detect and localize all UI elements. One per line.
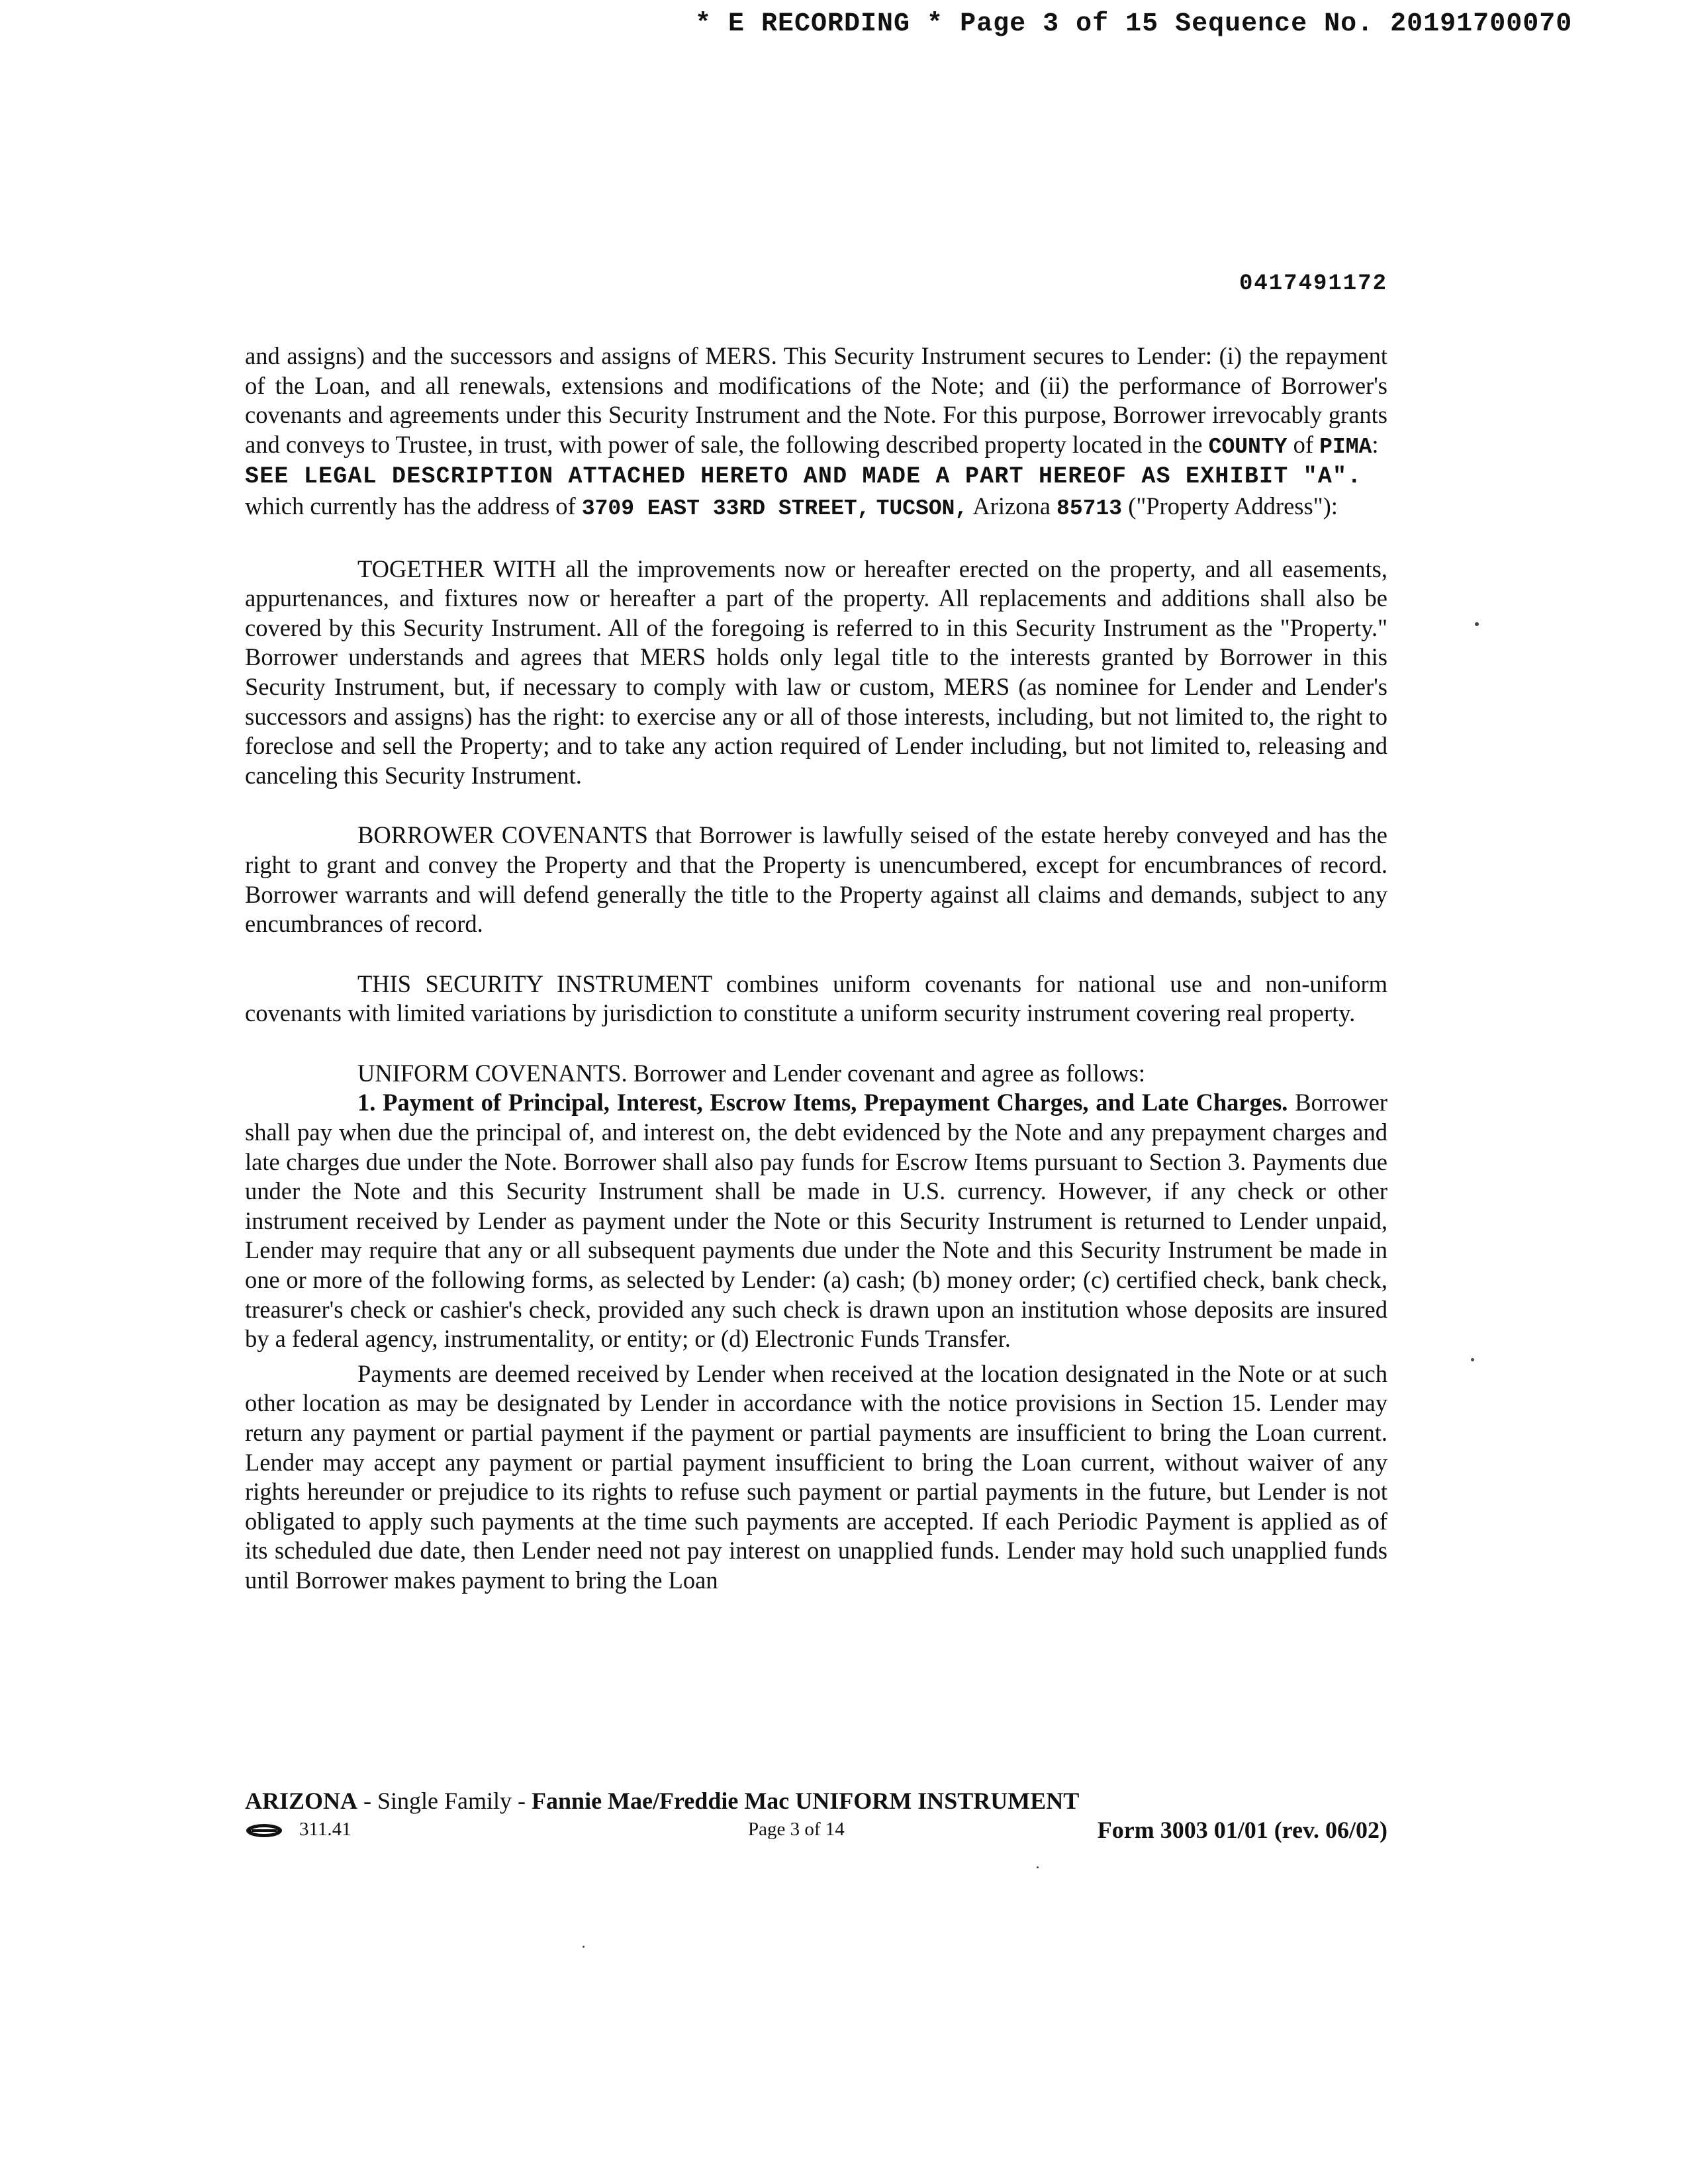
footer-type: Single Family [377, 1788, 512, 1814]
footer-meta [245, 1816, 1387, 1849]
scan-speck [1471, 1358, 1474, 1361]
spacer [245, 939, 1387, 970]
recording-header: * E RECORDING * Page 3 of 15 Sequence No. 20191700070 [695, 9, 1573, 39]
paragraph-uniform-covenants: UNIFORM COVENANTS. Borrower and Lender covenant and agree as follows: [357, 1059, 1146, 1087]
section-1-body: Borrower shall pay when due the principal of, and interest on, the debt evidenced by the Note and any prepayment charges and late charges due under the Note. Borrower shall also pay funds for Escrow Items pursuant to Section 3. Payments due under the Note and this Security Instrument shall be made in U.S. currency. However, if any check or other instrument received by Lender as payment under the Note or this Security Instrument is returned to Lender unpaid, Lender may require that any or all subsequent payments due under the Note and this Security Instrument be made in one or more of the following forms, as selected by Lender: (a) cash; (b) money order; (c) certified check, bank check, treasurer's check or cashier's check, provided any such check is drawn upon an institution whose deposits are insured by a federal agency, instrumentality, or entity; or (d) Electronic Funds Transfer. [245, 1089, 1388, 1353]
paragraph-payments-received: Payments are deemed received by Lender when received at the location designated in the Note or at such other location as may be designated by Lender in accordance with the notice provisions in Section 15. Lender may return any payment or partial payment if the payment or partial payments are insufficient to bring the Loan current. Lender may accept any payment or partial payment insufficient to bring the Loan current, without waiver of any rights hereunder or prejudice to its rights to refuse such payment or partial payments in the future, but Lender is not obligated to apply such payments at the time such payments are accepted. If each Periodic Payment is applied as of its scheduled due date, then Lender need not pay interest on unapplied funds. Lender may hold such unapplied funds until Borrower makes payment to bring the Loan [245, 1359, 1387, 1594]
street-address: 3709 EAST 33RD STREET, [581, 496, 870, 521]
address-suffix: ("Property Address"): [1128, 492, 1338, 520]
footer-agency: Fannie Mae/Freddie Mac [532, 1788, 790, 1814]
spacer [245, 790, 1387, 821]
county-name: PIMA [1319, 434, 1372, 459]
footer-title: ARIZONA - Single Family - Fannie Mae/Freddie Mac UNIFORM INSTRUMENT [245, 1788, 1080, 1814]
state: Arizona [972, 492, 1051, 520]
scan-speck [1475, 622, 1479, 626]
paragraph-borrower-covenants: BORROWER COVENANTS that Borrower is lawfully seised of the estate hereby conveyed and has the right to grant and convey the Property and that the Property is unencumbered, except for encumbrances of record. Borrower warrants and will defend generally the title to the Property against all claims and demands, subject to any encumbrances of record. [245, 821, 1387, 938]
scan-speck [1037, 1866, 1039, 1868]
address-prefix: which currently has the address of [245, 492, 576, 520]
spacer [245, 1028, 1387, 1059]
section-1-title: 1. Payment of Principal, Interest, Escrow Items, Prepayment Charges, and Late Charges. [357, 1089, 1288, 1116]
zip-code: 85713 [1056, 496, 1123, 521]
vmp-logo-icon [245, 1823, 283, 1839]
page-number: Page 3 of 14 [748, 1819, 845, 1840]
county-label: COUNTY [1208, 434, 1288, 459]
property-address-line [245, 492, 1387, 524]
paragraph-security-instrument: THIS SECURITY INSTRUMENT combines uniform covenants for national use and non-uniform covenants with limited variations by jurisdiction to constitute a uniform security instrument covering real property. [245, 970, 1387, 1027]
county-of: of [1293, 430, 1313, 458]
footer-state: ARIZONA [245, 1788, 358, 1814]
paragraph-mers: and assigns) and the successors and assigns of MERS. This Security Instrument secures to Lender: (i) the repayment of the Loan, and all renewals, extensions and modifications of the Note; and (ii) the performance of Borrower's covenants and agreements under this Security Instrument and the Note. For this purpose, Borrower irrevocably grants and conveys to Trustee, in trust, with power of sale, the following described property located in the COUNTY of PIMA: [245, 342, 1387, 459]
city: TUCSON, [876, 496, 968, 521]
paragraph-together-with: TOGETHER WITH all the improvements now or hereafter erected on the property, and all easements, appurtenances, and fixtures now or hereafter a part of the property. All replacements and additions shall also be covered by this Security Instrument. All of the foregoing is referred to in this Security Instrument as the "Property." Borrower understands and agrees that MERS holds only legal title to the interests granted by Borrower in this Security Instrument, but, if necessary to comply with law or custom, MERS (as nominee for Lender and Lender's successors and assigns) has the right: to exercise any or all of those interests, including, but not limited to, the right to foreclose and sell the Property; and to take any action required of Lender including, but not limited to, releasing and canceling this Security Instrument. [245, 555, 1387, 789]
loan-number: 0417491172 [1239, 271, 1387, 296]
scan-speck [583, 1946, 585, 1948]
paragraph-mers-text: and assigns) and the successors and assigns of MERS. This Security Instrument secures to Lender: (i) the repayment of the Loan, and all renewals, extensions and modifications of the Note; and (ii) the performance of Borrower's covenants and agreements under this Security Instrument and the Note. For this purpose, Borrower irrevocably grants and conveys to Trustee, in trust, with power of sale, the following described property located in the [245, 342, 1387, 458]
document-body [245, 341, 1387, 1596]
exhibit-reference: SEE LEGAL DESCRIPTION ATTACHED HERETO AND MADE A PART HEREOF AS EXHIBIT "A". [245, 463, 1362, 490]
form-footer [245, 1787, 1387, 1849]
form-code: 311.41 [299, 1819, 352, 1840]
footer-instrument: UNIFORM INSTRUMENT [789, 1788, 1080, 1814]
form-number: Form 3003 01/01 (rev. 06/02) [1097, 1817, 1387, 1843]
spacer [245, 524, 1387, 555]
section-1 [245, 1088, 1387, 1353]
